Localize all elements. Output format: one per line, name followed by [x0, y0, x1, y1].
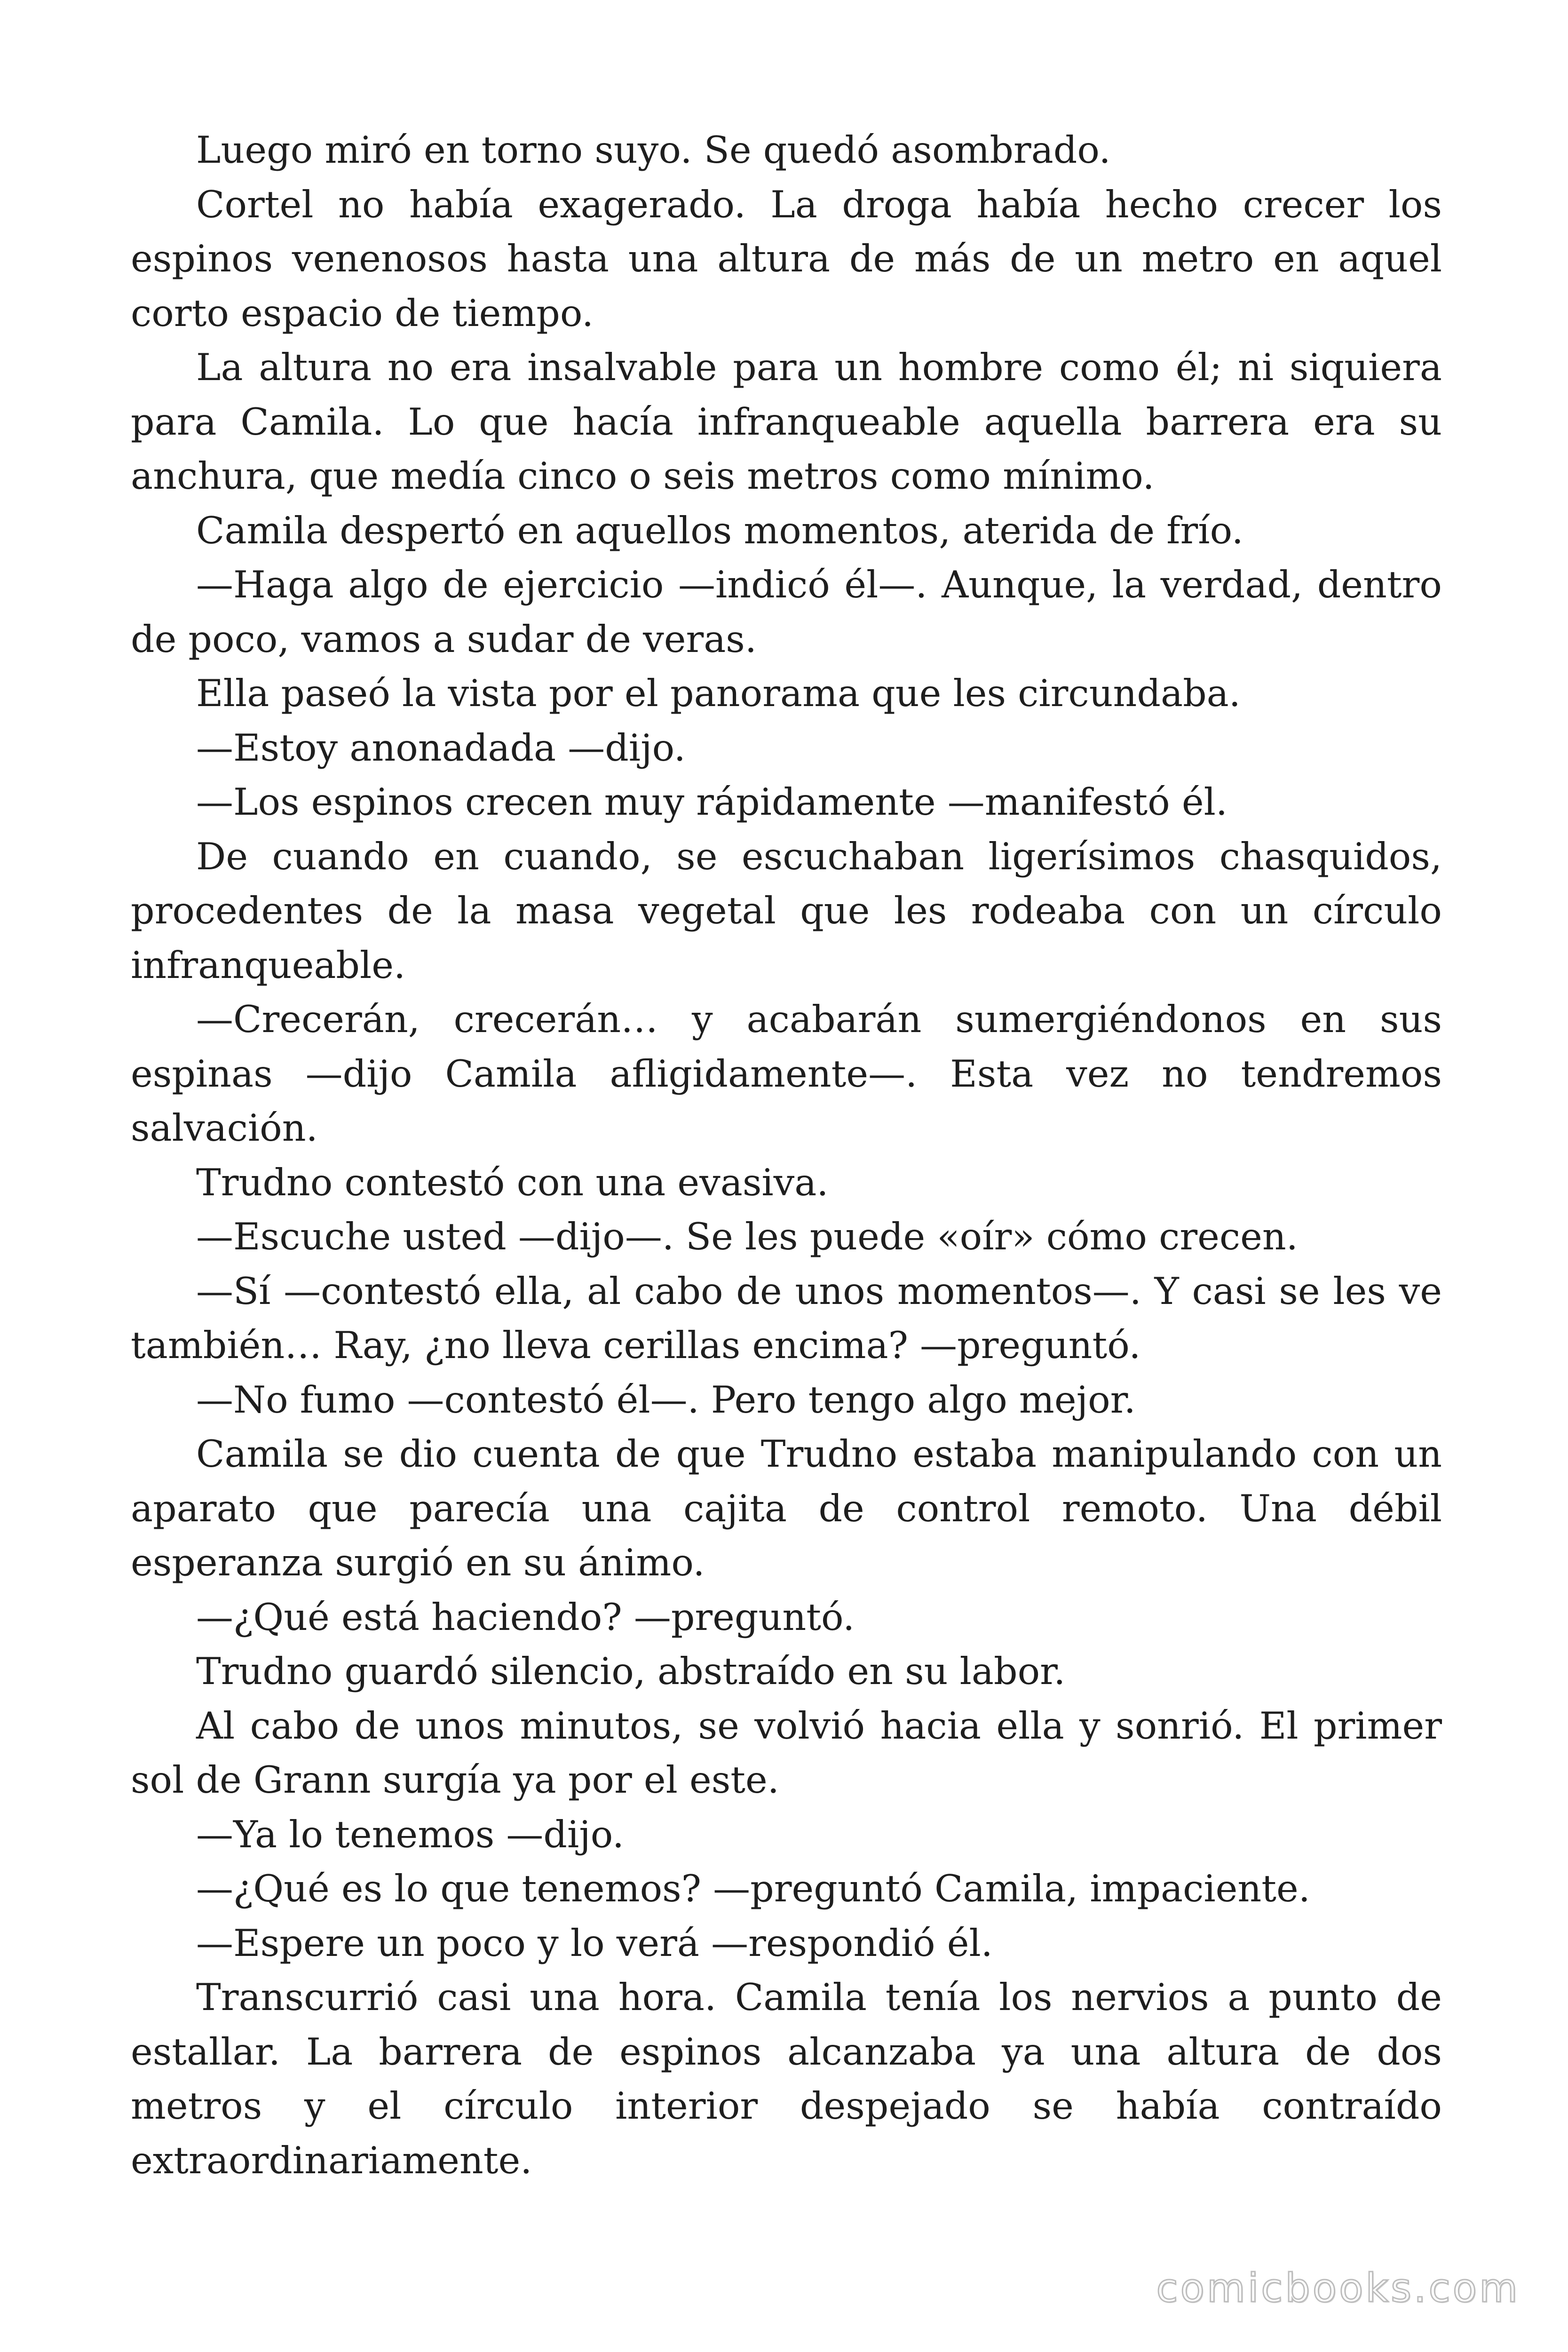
paragraph: Transcurrió casi una hora. Camila tenía los nervios a punto de estallar. La barrera de espinos alcanzaba ya una altura de dos metros y el círculo interior despejado se había contraído extraordinariamente. — [131, 1976, 1442, 2182]
paragraph: —No fumo —contestó él—. Pero tengo algo mejor. — [196, 1378, 1136, 1422]
paragraph: —Haga algo de ejercicio —indicó él—. Aunque, la verdad, dentro de poco, vamos a sudar de veras. — [131, 563, 1442, 661]
paragraph: —Escuche usted —dijo—. Se les puede «oír» cómo crecen. — [196, 1215, 1298, 1258]
paragraph: Ella paseó la vista por el panorama que les circundaba. — [196, 672, 1241, 715]
paragraph: Al cabo de unos minutos, se volvió hacia ella y sonrió. El primer sol de Grann surgía ya por el este. — [131, 1704, 1442, 1802]
watermark: comicbooks.com — [1156, 2265, 1520, 2311]
paragraph: De cuando en cuando, se escuchaban ligerísimos chasquidos, procedentes de la masa vegetal que les rodeaba con un círculo infranqueable. — [131, 834, 1442, 987]
paragraph: —Espere un poco y lo verá —respondió él. — [196, 1921, 993, 1965]
paragraph: Cortel no había exagerado. La droga había hecho crecer los espinos venenosos hasta una altura de más de un metro en aquel corto espacio de tiempo. — [131, 183, 1442, 335]
page-text — [131, 123, 1442, 2188]
paragraph: —¿Qué está haciendo? —preguntó. — [196, 1595, 855, 1639]
paragraph: —¿Qué es lo que tenemos? —preguntó Camila, impaciente. — [196, 1867, 1310, 1910]
paragraph: Camila despertó en aquellos momentos, aterida de frío. — [196, 509, 1243, 552]
paragraph: —Estoy anonadada —dijo. — [196, 726, 686, 770]
paragraph: —Sí —contestó ella, al cabo de unos momentos—. Y casi se les ve también… Ray, ¿no lleva cerillas encima? —preguntó. — [131, 1269, 1442, 1367]
paragraph: La altura no era insalvable para un hombre como él; ni siquiera para Camila. Lo que hacía infranqueable aquella barrera era su anchura, que medía cinco o seis metros como mínimo. — [131, 346, 1442, 498]
paragraph: Trudno guardó silencio, abstraído en su labor. — [196, 1650, 1066, 1693]
paragraph: —Crecerán, crecerán… y acabarán sumergiéndonos en sus espinas —dijo Camila afligidamente—. Esta vez no tendremos salvación. — [131, 998, 1442, 1150]
paragraph: —Los espinos crecen muy rápidamente —manifestó él. — [196, 780, 1227, 824]
paragraph: Trudno contestó con una evasiva. — [196, 1160, 829, 1204]
paragraph: Camila se dio cuenta de que Trudno estaba manipulando con un aparato que parecía una cajita de control remoto. Una débil esperanza surgió en su ánimo. — [131, 1432, 1442, 1584]
paragraph: Luego miró en torno suyo. Se quedó asombrado. — [196, 128, 1111, 172]
paragraph: —Ya lo tenemos —dijo. — [196, 1812, 625, 1856]
